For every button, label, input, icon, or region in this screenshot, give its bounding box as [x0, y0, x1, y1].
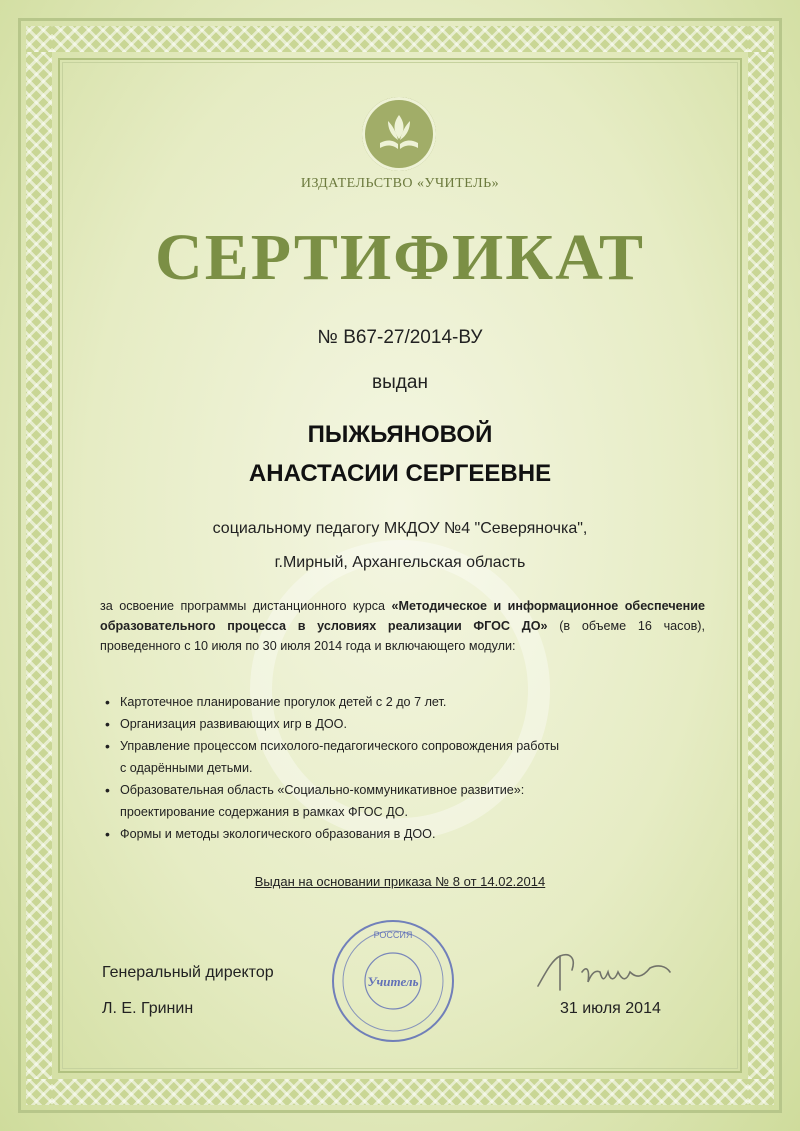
- module-item: [100, 735, 680, 779]
- module-item: [100, 779, 680, 823]
- course-name: «Методическое и информационное обеспечение образовательного процесса в условиях реализации ФГОС ДО»: [100, 599, 706, 633]
- certificate-title: СЕРТИФИКАТ: [155, 221, 645, 294]
- official-stamp: [328, 916, 458, 1046]
- issuance-basis: Выдан на основании приказа № 8 от 14.02.2014: [254, 874, 546, 889]
- module-list: [100, 691, 680, 845]
- stamp-top-text: РОССИЯ: [373, 930, 413, 940]
- publisher-name: ИЗДАТЕЛЬСТВО «УЧИТЕЛЬ»: [300, 176, 500, 191]
- course-details: (в объеме 16 часов), проведенного с 10 июля по 30 июля 2014 года и включающего модули:: [100, 619, 705, 653]
- issued-label: выдан: [372, 372, 428, 393]
- director-title: Генеральный директор: [102, 964, 274, 981]
- stamp-center-text: Учитель: [367, 974, 419, 989]
- book-flower-logo-icon: [362, 97, 436, 171]
- recipient-given-names: АНАСТАСИИ СЕРГЕЕВНЕ: [248, 460, 552, 487]
- module-item-text: • Управление процессом психолого-педагогического сопровождения работы: [120, 739, 560, 753]
- director-signature: [530, 942, 680, 1002]
- recipient-location: г.Мирный, Архангельская область: [274, 554, 526, 571]
- module-item-text: • Образовательная область «Социально-коммуникативное развитие»:: [120, 783, 525, 797]
- module-item-text: Организация развивающих игр в ДОО.: [120, 717, 347, 731]
- course-description: [100, 596, 705, 656]
- module-item-text: Картотечное планирование прогулок детей с 2 до 7 лет.: [120, 695, 447, 709]
- module-item: [100, 713, 680, 735]
- module-item-text-cont: с одарёнными детьми.: [120, 761, 253, 775]
- course-intro: за освоение программы дистанционного курса: [100, 599, 386, 613]
- module-item: [100, 823, 680, 845]
- issue-date: 31 июля 2014: [560, 1000, 661, 1017]
- module-item-text-cont: проектирование содержания в рамках ФГОС ДО.: [120, 805, 408, 819]
- director-name: Л. Е. Гринин: [102, 1000, 194, 1017]
- recipient-surname: ПЫЖЬЯНОВОЙ: [307, 421, 493, 448]
- recipient-position: социальному педагогу МКДОУ №4 "Северяночка",: [212, 520, 588, 537]
- module-item-text: Формы и методы экологического образования в ДОО.: [120, 827, 436, 841]
- certificate-number: № В67-27/2014-ВУ: [317, 327, 483, 348]
- module-item: [100, 691, 680, 713]
